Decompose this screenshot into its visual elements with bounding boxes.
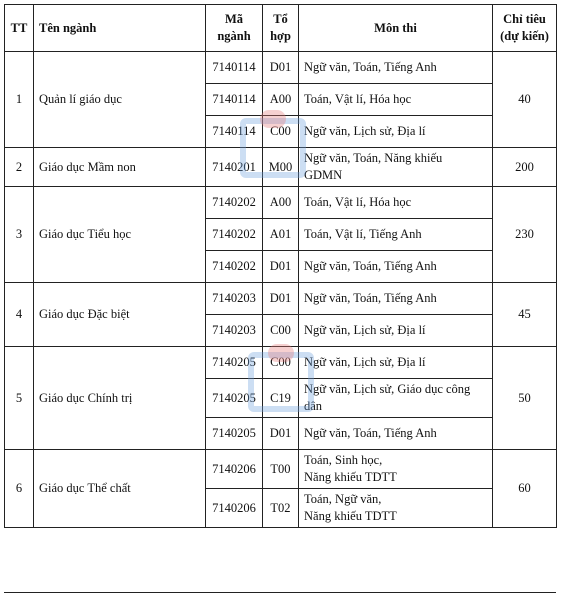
- subject-line: Ngữ văn, Toán, Tiếng Anh: [304, 291, 437, 305]
- cell-major-name: Quản lí giáo dục: [34, 52, 206, 148]
- cell-combination: C00: [263, 347, 299, 379]
- subject-line: Ngữ văn, Lịch sử, Địa lí: [304, 323, 426, 337]
- cell-combination: C19: [263, 379, 299, 418]
- subject-line: Ngữ văn, Toán, Năng khiếu: [304, 151, 443, 165]
- cell-tt: 1: [5, 52, 34, 148]
- cell-major-name: Giáo dục Mầm non: [34, 148, 206, 187]
- cell-subjects: [299, 347, 493, 379]
- cell-subjects: [299, 219, 493, 251]
- cell-major-name: Giáo dục Tiểu học: [34, 187, 206, 283]
- cell-major-code: 7140202: [206, 219, 263, 251]
- cell-major-code: 7140114: [206, 84, 263, 116]
- cell-quota: 60: [493, 450, 557, 528]
- subject-line: Ngữ văn, Lịch sử, Giáo dục công: [304, 382, 471, 396]
- page-cut-line: [4, 592, 556, 596]
- cell-major-name: Giáo dục Đặc biệt: [34, 283, 206, 347]
- subject-line: Ngữ văn, Lịch sử, Địa lí: [304, 124, 426, 138]
- cell-subjects: [299, 116, 493, 148]
- table-row: [5, 148, 557, 187]
- subject-line: Ngữ văn, Toán, Tiếng Anh: [304, 426, 437, 440]
- cell-major-code: 7140205: [206, 379, 263, 418]
- cell-combination: D01: [263, 283, 299, 315]
- cell-quota: 50: [493, 347, 557, 450]
- header-tt: TT: [5, 5, 34, 52]
- cell-combination: A01: [263, 219, 299, 251]
- cell-combination: C00: [263, 315, 299, 347]
- cell-subjects: [299, 84, 493, 116]
- subject-line: dân: [304, 399, 323, 413]
- cell-subjects: [299, 418, 493, 450]
- cell-combination: D01: [263, 418, 299, 450]
- cell-subjects: [299, 379, 493, 418]
- cell-major-name: Giáo dục Thể chất: [34, 450, 206, 528]
- cell-combination: D01: [263, 251, 299, 283]
- cell-quota: 230: [493, 187, 557, 283]
- cell-major-code: 7140205: [206, 347, 263, 379]
- cell-major-code: 7140202: [206, 187, 263, 219]
- admission-table: [4, 4, 557, 528]
- table-row: [5, 187, 557, 219]
- cell-quota: 45: [493, 283, 557, 347]
- subject-line: Năng khiếu TDTT: [304, 470, 397, 484]
- subject-line: GDMN: [304, 168, 343, 182]
- subject-line: Ngữ văn, Toán, Tiếng Anh: [304, 60, 437, 74]
- cell-tt: 6: [5, 450, 34, 528]
- cell-subjects: [299, 148, 493, 187]
- table-header-row: [5, 5, 557, 52]
- cell-combination: A00: [263, 187, 299, 219]
- cell-subjects: [299, 251, 493, 283]
- cell-major-code: 7140114: [206, 116, 263, 148]
- cell-major-code: 7140203: [206, 283, 263, 315]
- cell-major-code: 7140201: [206, 148, 263, 187]
- subject-line: Toán, Vật lí, Hóa học: [304, 92, 412, 106]
- subject-line: Năng khiếu TDTT: [304, 509, 397, 523]
- header-major-code-line1: Mã: [224, 12, 244, 26]
- cell-quota: 200: [493, 148, 557, 187]
- cell-combination: T02: [263, 489, 299, 528]
- cell-subjects: [299, 283, 493, 315]
- cell-tt: 2: [5, 148, 34, 187]
- table-row: [5, 283, 557, 315]
- header-combination-line2: hợp: [270, 29, 291, 43]
- cell-subjects: [299, 52, 493, 84]
- table-row: [5, 347, 557, 379]
- header-combination-line1: Tổ: [273, 12, 288, 26]
- cell-major-code: 7140203: [206, 315, 263, 347]
- table-row: [5, 450, 557, 489]
- subject-line: Ngữ văn, Lịch sử, Địa lí: [304, 355, 426, 369]
- subject-line: Toán, Vật lí, Tiếng Anh: [304, 227, 422, 241]
- cell-combination: D01: [263, 52, 299, 84]
- header-major-code-line2: ngành: [217, 29, 251, 43]
- header-combination: [263, 5, 299, 52]
- cell-major-code: 7140205: [206, 418, 263, 450]
- cell-major-code: 7140206: [206, 489, 263, 528]
- cell-combination: T00: [263, 450, 299, 489]
- table-row: [5, 52, 557, 84]
- table-body: [5, 52, 557, 528]
- cell-combination: A00: [263, 84, 299, 116]
- cell-major-code: 7140202: [206, 251, 263, 283]
- cell-tt: 5: [5, 347, 34, 450]
- subject-line: Toán, Sinh học,: [304, 453, 383, 467]
- cell-combination: M00: [263, 148, 299, 187]
- subject-line: Ngữ văn, Toán, Tiếng Anh: [304, 259, 437, 273]
- cell-subjects: [299, 315, 493, 347]
- cell-major-code: 7140114: [206, 52, 263, 84]
- subject-line: Toán, Vật lí, Hóa học: [304, 195, 412, 209]
- subject-line: Toán, Ngữ văn,: [304, 492, 382, 506]
- cell-quota: 40: [493, 52, 557, 148]
- cell-subjects: [299, 450, 493, 489]
- cell-major-name: Giáo dục Chính trị: [34, 347, 206, 450]
- cell-tt: 4: [5, 283, 34, 347]
- cell-subjects: [299, 187, 493, 219]
- header-quota: [493, 5, 557, 52]
- document-page: [4, 4, 557, 528]
- cell-combination: C00: [263, 116, 299, 148]
- cell-tt: 3: [5, 187, 34, 283]
- header-quota-line2: (dự kiến): [500, 29, 549, 43]
- header-subjects: Môn thi: [299, 5, 493, 52]
- header-major-code: [206, 5, 263, 52]
- header-quota-line1: Chỉ tiêu: [503, 12, 546, 26]
- cell-subjects: [299, 489, 493, 528]
- cell-major-code: 7140206: [206, 450, 263, 489]
- header-major-name: Tên ngành: [34, 5, 206, 52]
